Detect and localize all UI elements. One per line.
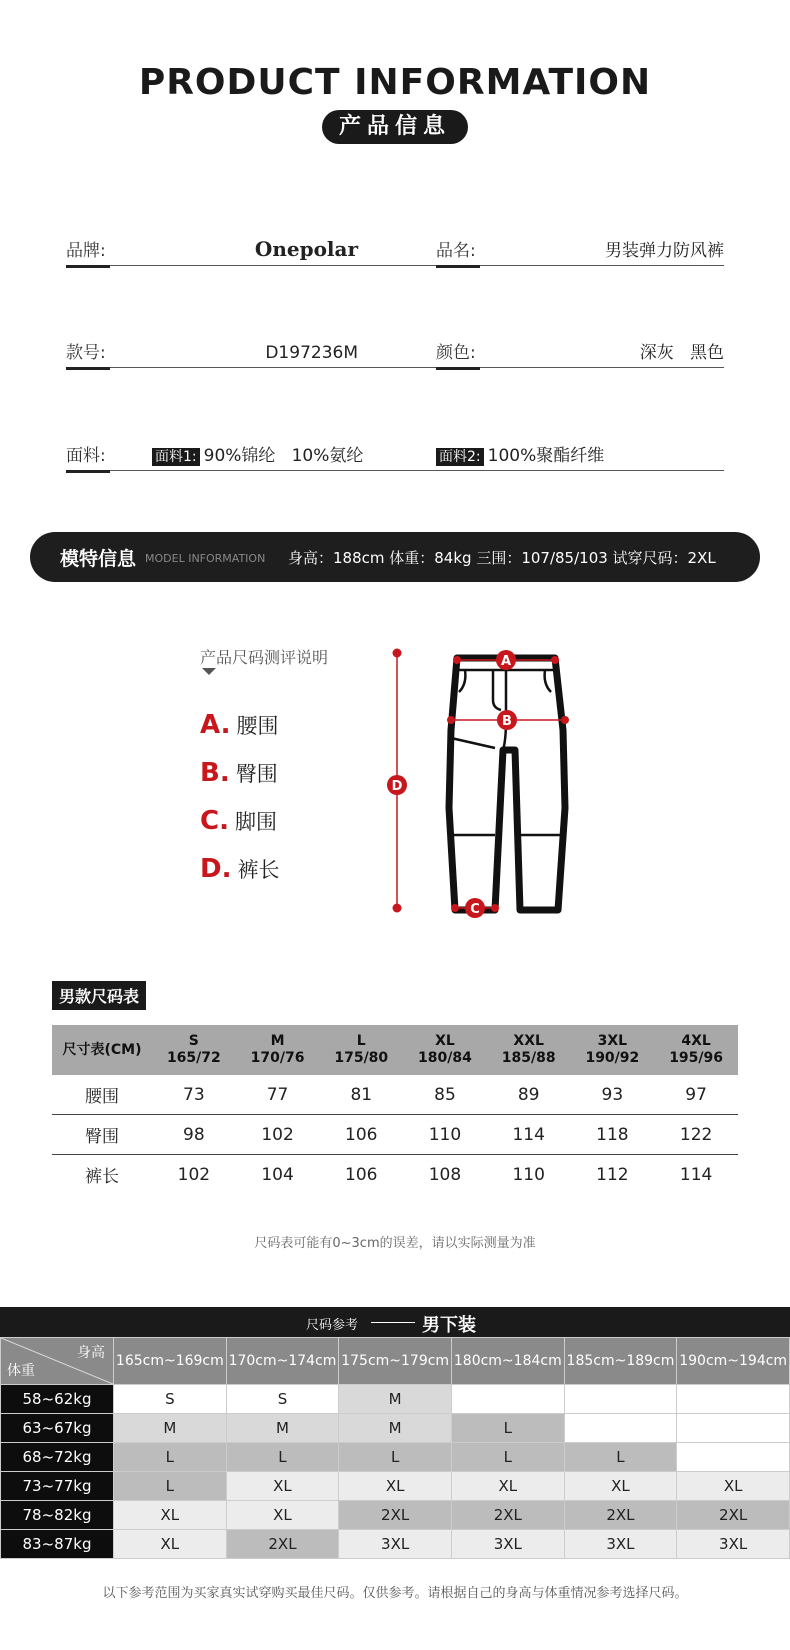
- svg-text:B: B: [502, 714, 512, 729]
- ref-cell: 2XL: [564, 1501, 677, 1530]
- ref-cell: M: [339, 1385, 452, 1414]
- ref-cell: XL: [114, 1501, 227, 1530]
- ref-cell: 2XL: [451, 1501, 564, 1530]
- row-label: 臀围: [52, 1115, 152, 1155]
- weight-label: 58~62kg: [1, 1385, 114, 1414]
- style-label: 款号:: [66, 343, 106, 363]
- size-cell: 122: [654, 1115, 738, 1155]
- svg-text:A: A: [500, 654, 512, 669]
- fabric1-value: 90%锦纶 10%氨纶: [203, 446, 364, 466]
- ref-cell: XL: [451, 1472, 564, 1501]
- name-value: 男装弹力防风裤: [605, 241, 724, 261]
- ref-big-title: 男下装: [422, 1315, 476, 1336]
- measure-item-d: D. 裤长: [200, 854, 280, 884]
- fabric-label: 面料:: [66, 446, 106, 466]
- page-title: PRODUCT INFORMATION: [138, 62, 652, 103]
- ref-cell: L: [451, 1414, 564, 1443]
- size-cell: 77: [236, 1075, 320, 1115]
- size-cell: 102: [177, 1164, 211, 1185]
- size-cell: 114: [679, 1164, 713, 1185]
- ref-corner: [1, 1338, 114, 1385]
- size-cell: 114: [487, 1115, 571, 1155]
- table-row: [1, 1472, 790, 1501]
- weight-label: 78~82kg: [1, 1501, 114, 1530]
- svg-text:D: D: [391, 779, 403, 794]
- info-row-style: [66, 327, 724, 368]
- ref-cell: L: [451, 1443, 564, 1472]
- size-cell: 110: [403, 1115, 487, 1155]
- model-title: 模特信息: [60, 548, 137, 570]
- ref-header: [0, 1307, 790, 1337]
- size-col-header: XL 180/84: [403, 1025, 487, 1075]
- size-cell: 81: [319, 1075, 403, 1115]
- row-label: 腰围: [52, 1075, 152, 1115]
- height-header: 180cm~184cm: [451, 1338, 564, 1385]
- ref-cell: XL: [226, 1501, 339, 1530]
- ref-table: [0, 1337, 790, 1559]
- height-header: 170cm~174cm: [226, 1338, 339, 1385]
- corner-weight: 体重: [7, 1363, 35, 1379]
- ref-cell: M: [114, 1414, 227, 1443]
- height-header: 165cm~169cm: [114, 1338, 227, 1385]
- ref-cell: XL: [564, 1472, 677, 1501]
- weight-label: 63~67kg: [1, 1414, 114, 1443]
- style-value: D197236M: [265, 343, 358, 363]
- ref-cell: [451, 1385, 564, 1414]
- ref-cell: 3XL: [339, 1530, 452, 1559]
- size-col-header: 4XL 195/96: [654, 1025, 738, 1075]
- table-row: [1, 1501, 790, 1530]
- label-underline: [66, 470, 110, 473]
- size-cell: 97: [654, 1075, 738, 1115]
- model-info-bar: [30, 532, 760, 582]
- size-cell: 93: [571, 1075, 655, 1115]
- size-cell: 106: [319, 1115, 403, 1155]
- table-row: [1, 1443, 790, 1472]
- height-header: 175cm~179cm: [339, 1338, 452, 1385]
- size-col-header: 3XL 190/92: [571, 1025, 655, 1075]
- ref-cell: 3XL: [677, 1530, 790, 1559]
- size-col-header: XXL 185/88: [487, 1025, 571, 1075]
- measure-title: 产品尺码测评说明: [200, 648, 329, 667]
- fabric1-tag: 面料1:: [152, 448, 200, 466]
- label-underline: [66, 265, 110, 268]
- weight-label: 83~87kg: [1, 1530, 114, 1559]
- ref-small-title: 尺码参考: [306, 1318, 359, 1333]
- ref-cell: 2XL: [677, 1501, 790, 1530]
- size-cell: 89: [487, 1075, 571, 1115]
- measure-item-c: C. 脚围: [200, 806, 277, 836]
- size-cell: 98: [152, 1115, 236, 1155]
- subtitle-pill: 产品信息: [322, 110, 468, 144]
- ref-cell: 3XL: [564, 1530, 677, 1559]
- name-label: 品名:: [436, 241, 476, 261]
- svg-text:C: C: [470, 902, 480, 917]
- size-table-corner: 尺寸表(CM): [52, 1025, 152, 1075]
- size-cell: 108: [428, 1164, 462, 1185]
- size-note: 尺码表可能有0~3cm的误差，请以实际测量为准: [254, 1236, 536, 1251]
- info-row-fabric: [66, 430, 724, 471]
- weight-label: 73~77kg: [1, 1472, 114, 1501]
- ref-cell: 3XL: [451, 1530, 564, 1559]
- ref-cell: L: [339, 1443, 452, 1472]
- ref-cell: [677, 1414, 790, 1443]
- ref-cell: 2XL: [339, 1501, 452, 1530]
- ref-cell: [564, 1414, 677, 1443]
- table-row: [52, 1075, 738, 1115]
- ref-cell: XL: [114, 1530, 227, 1559]
- ref-cell: XL: [339, 1472, 452, 1501]
- corner-height: 身高: [77, 1345, 105, 1361]
- size-col-header: M 170/76: [236, 1025, 320, 1075]
- size-cell: 73: [152, 1075, 236, 1115]
- size-cell: 112: [596, 1164, 629, 1185]
- size-cell: 118: [571, 1115, 655, 1155]
- info-row-brand: [66, 225, 724, 266]
- size-col-header: S 165/72: [152, 1025, 236, 1075]
- model-subtitle: MODEL INFORMATION: [145, 552, 266, 565]
- ref-cell: [564, 1385, 677, 1414]
- ref-cell: M: [339, 1414, 452, 1443]
- size-cell: 104: [261, 1164, 294, 1185]
- size-table: [52, 1025, 738, 1194]
- ref-cell: XL: [226, 1472, 339, 1501]
- fabric1: [152, 441, 363, 466]
- size-cell: 110: [512, 1164, 545, 1185]
- brand-label: 品牌:: [66, 241, 106, 261]
- color-label: 颜色:: [436, 343, 476, 363]
- ref-cell: XL: [677, 1472, 790, 1501]
- measure-item-a: A. 腰围: [200, 710, 279, 740]
- model-stats: 身高：188cm 体重：84kg 三围：107/85/103 试穿尺码：2XL: [288, 549, 716, 567]
- ref-cell: L: [114, 1472, 227, 1501]
- row-label: 裤长: [85, 1167, 119, 1187]
- ref-cell: 2XL: [226, 1530, 339, 1559]
- label-underline: [66, 367, 110, 370]
- measure-item-b: B. 臀围: [200, 758, 278, 788]
- size-cell: 102: [236, 1115, 320, 1155]
- table-row: [52, 1155, 738, 1195]
- size-chart-tag: 男款尺码表: [52, 981, 146, 1010]
- fabric2-value: 100%聚酯纤维: [487, 446, 605, 466]
- table-row: [1, 1385, 790, 1414]
- table-row: [1, 1530, 790, 1559]
- ref-cell: L: [114, 1443, 227, 1472]
- height-header: 185cm~189cm: [564, 1338, 677, 1385]
- brand-logo: Onepolar: [254, 237, 358, 261]
- weight-label: 68~72kg: [1, 1443, 114, 1472]
- label-underline: [436, 265, 480, 268]
- ref-cell: [677, 1443, 790, 1472]
- ref-cell: S: [114, 1385, 227, 1414]
- fabric2-tag: 面料2:: [436, 448, 484, 466]
- fabric2: [436, 441, 604, 466]
- ref-note: 以下参考范围为买家真实试穿购买最佳尺码。仅供参考。请根据自己的身高与体重情况参考选择尺码。: [102, 1586, 688, 1601]
- size-cell: 85: [403, 1075, 487, 1115]
- ref-cell: [677, 1385, 790, 1414]
- label-underline: [436, 367, 480, 370]
- pants-diagram: [385, 640, 585, 920]
- ref-cell: S: [226, 1385, 339, 1414]
- table-row: [52, 1115, 738, 1155]
- divider: [371, 1322, 415, 1323]
- ref-cell: L: [226, 1443, 339, 1472]
- size-col-header: L 175/80: [319, 1025, 403, 1075]
- ref-cell: L: [564, 1443, 677, 1472]
- height-header: 190cm~194cm: [677, 1338, 790, 1385]
- color-value: 深灰 黑色: [639, 343, 724, 363]
- table-row: [1, 1414, 790, 1443]
- size-cell: 106: [345, 1164, 378, 1185]
- caret-down-icon: [202, 668, 216, 675]
- ref-cell: M: [226, 1414, 339, 1443]
